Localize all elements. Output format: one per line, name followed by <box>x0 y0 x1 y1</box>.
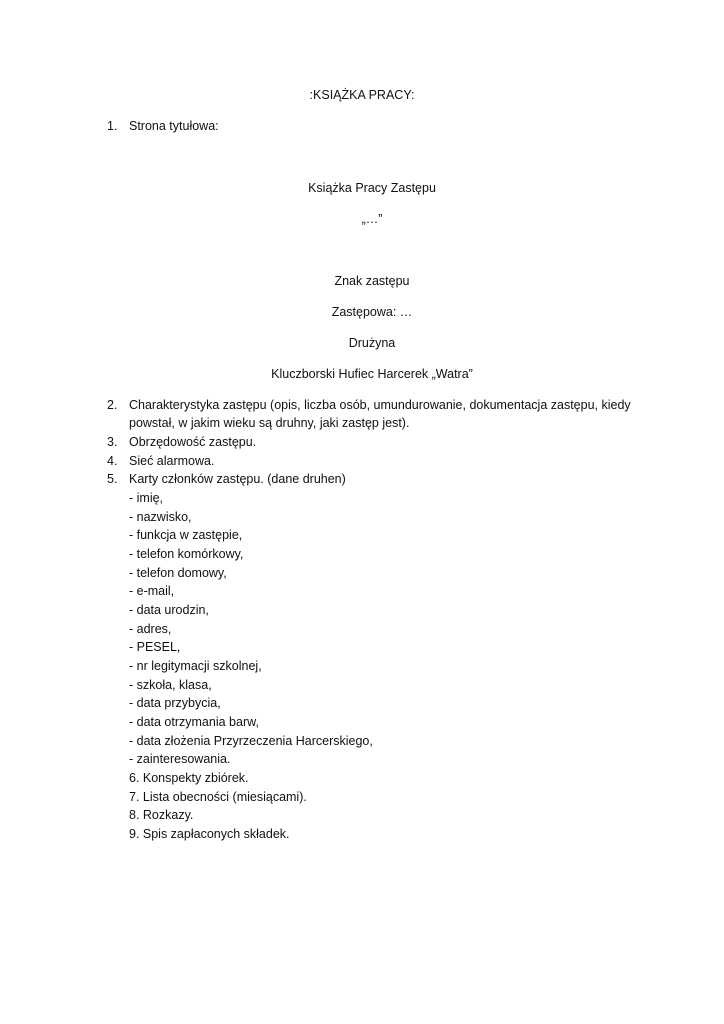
title-page-troop: Drużyna <box>348 336 396 350</box>
title-page-title: Książka Pracy Zastępu <box>308 181 436 195</box>
item-9-text: 9. Spis zapłaconych składek. <box>129 827 290 841</box>
item-2-number: 2. <box>107 398 118 412</box>
field-item: - telefon domowy, <box>129 566 227 580</box>
item-4-text: Sieć alarmowa. <box>129 454 215 468</box>
field-item: - adres, <box>129 622 172 636</box>
item-6-text: 6. Konspekty zbiórek. <box>129 771 249 785</box>
title-page-unit: Kluczborski Hufiec Harcerek „Watra” <box>271 367 473 381</box>
field-item: - PESEL, <box>129 640 181 654</box>
item-1-number: 1. <box>107 119 118 133</box>
title-page-quote: „…” <box>361 212 383 226</box>
item-7-text: 7. Lista obecności (miesiącami). <box>129 790 307 804</box>
field-item: - zainteresowania. <box>129 752 231 766</box>
title-page-sign: Znak zastępu <box>334 274 410 288</box>
field-item: - nazwisko, <box>129 510 192 524</box>
title-page-leader: Zastępowa: … <box>331 305 413 319</box>
field-item: - data złożenia Przyrzeczenia Harcerskiego, <box>129 734 373 748</box>
item-1-text: Strona tytułowa: <box>129 119 219 133</box>
item-2-line-1: Charakterystyka zastępu (opis, liczba osób, umundurowanie, dokumentacja zastępu, kiedy <box>129 398 631 412</box>
field-item: - data urodzin, <box>129 603 209 617</box>
item-5-number: 5. <box>107 472 118 486</box>
item-3-text: Obrzędowość zastępu. <box>129 435 257 449</box>
field-item: - data otrzymania barw, <box>129 715 259 729</box>
item-2-line-2: powstał, w jakim wieku są druhny, jaki zastęp jest). <box>129 416 410 430</box>
item-5-text: Karty członków zastępu. (dane druhen) <box>129 472 346 486</box>
field-item: - data przybycia, <box>129 696 221 710</box>
field-item: - e-mail, <box>129 584 175 598</box>
field-item: - funkcja w zastępie, <box>129 528 243 542</box>
field-item: - nr legitymacji szkolnej, <box>129 659 262 673</box>
field-item: - telefon komórkowy, <box>129 547 244 561</box>
item-8-text: 8. Rozkazy. <box>129 808 194 822</box>
document-header: :KSIĄŻKA PRACY: <box>309 88 415 102</box>
item-4-number: 4. <box>107 454 118 468</box>
field-item: - imię, <box>129 491 164 505</box>
field-item: - szkoła, klasa, <box>129 678 212 692</box>
item-3-number: 3. <box>107 435 118 449</box>
